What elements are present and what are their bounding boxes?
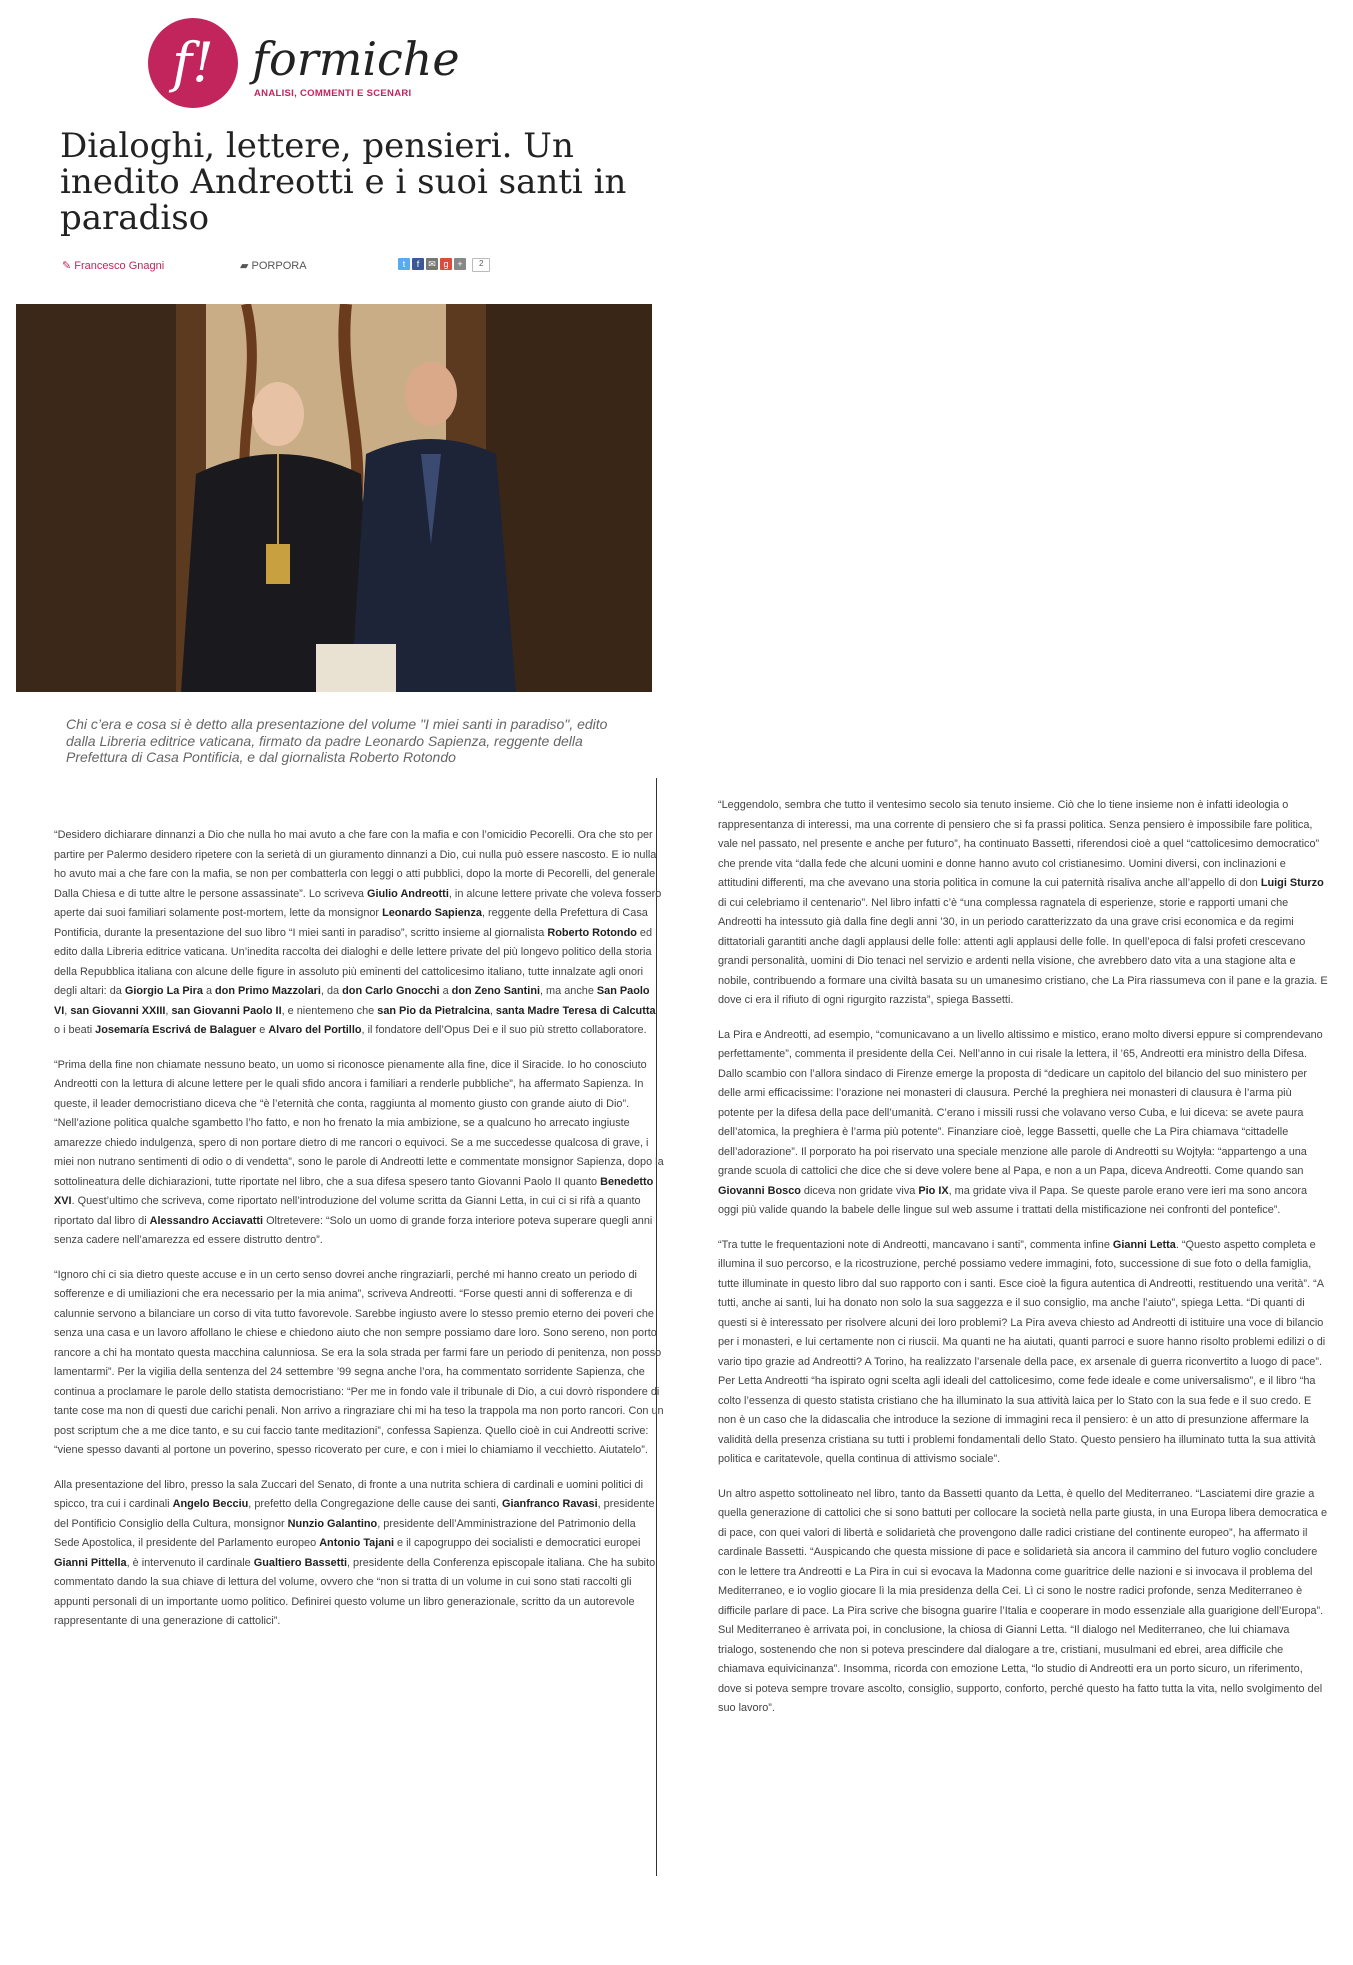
text-segment: , presidente della Conferenza episcopale italiana. Che ha subito commentato dando la sua chiave di lettura del volume, ovvero che “non si tratta di un volume in cui sono stati raccolti gli appunti personali di un importante uomo politico. Definirei questo volume un libro generazionale, scritto da un autorevole rappresentante di una generazione di cattolici”.: [54, 1556, 656, 1627]
bold-name: Gianni Pittella: [54, 1556, 127, 1569]
text-segment: “Prima della fine non chiamate nessuno beato, un uomo si riconosce pienamente alla fine, dice il Siracide. Io ho conosciuto Andreotti con la lettura di alcune lettere per le quali sfido ancora i familiari a renderle pubbliche”, ha affermato Sapienza. In queste, il leader democristiano diceva che “è l’eternità che conta, raggiunta al momento giusto con grande aiuto di Dio”. “Nell’azione politica qualche sgambetto l’ho fatto, e non ho frenato la mia ambizione, se a qualcuno ho arrecato ingiuste amarezze chiedo indulgenza, spero di non portare dietro di me rancori o equivoci. Se a me succedesse qualcosa di grave, i miei non nutrano sentimenti di odio o di vendetta”, sono le parole di Andreotti lette e commentate monsignor Sapienza, dopo la sottolineatura delle dichiarazioni, tutte riportate nel libro, che a sua difesa spesero tanto Giovanni Paolo II quanto: [54, 1058, 664, 1188]
bold-name: san Giovanni XXIII: [70, 1004, 166, 1017]
google-plus-icon[interactable]: g: [440, 258, 452, 270]
text-segment: , presidente dell’Amministrazione del Patrimonio della Sede Apostolica, il presidente del Parlamento europeo: [54, 1517, 636, 1549]
text-segment: a: [202, 985, 216, 997]
photo-illustration: [16, 304, 652, 692]
text-segment: . Quest’ultimo che scriveva, come riportato nell’introduzione del volume scritta da Gianni Letta, in cui ci si rifà a quanto riportato dal libro di: [54, 1195, 641, 1227]
more-icon[interactable]: +: [454, 258, 466, 270]
bold-name: Gianfranco Ravasi: [501, 1498, 598, 1510]
text-segment: , da: [320, 985, 343, 997]
text-segment: , il fondatore dell’Opus Dei e il suo più stretto collaboratore.: [361, 1024, 647, 1036]
text-segment: ,: [489, 1004, 496, 1017]
bold-name: Leonardo Sapienza: [382, 907, 482, 919]
text-segment: Alla presentazione del libro, presso la sala Zuccari del Senato, di fronte a una nutrita schiera di cardinali e uomini politici di spicco, tra cui i cardinali: [54, 1478, 644, 1510]
site-logo[interactable]: [148, 18, 460, 110]
bold-name: Pio IX: [918, 1184, 949, 1197]
text-segment: e il capogruppo dei socialisti e democratici europei: [394, 1537, 641, 1549]
share-count: 2: [472, 258, 490, 272]
bold-name: Giorgio La Pira: [124, 985, 203, 997]
text-segment: , reggente della Prefettura di Casa Pontificia, durante la presentazione del suo libro “I miei santi in paradiso”, scritto insieme al giornalista: [54, 907, 648, 939]
paragraph: [54, 826, 664, 1041]
text-segment: “Tra tutte le frequentazioni note di Andreotti, mancavano i santi”, commenta infine: [718, 1238, 1113, 1251]
bold-name: Nunzio Galantino: [287, 1517, 378, 1530]
bold-name: Benedetto XVI: [54, 1175, 654, 1207]
text-segment: La Pira e Andreotti, ad esempio, “comunicavano a un livello altissimo e mistico, erano molto diversi eppure si comprendevano perfettamente”, commenta il presidente della Cei. Nell’anno in cui risale la lettera, il ’65, Andreotti era ministro della Difesa. Dallo scambio con l’allora sindaco di Firenze emerge la proposta di “dedicare un capitolo del bilancio del suo ministero per delle armi efficacissime: l’orazione nei monasteri di clausura. Perché la preghiera nei monasteri di clausura è l’arma più potente per la difesa della pace dell’umanità. C’erano i missili russi che volavano verso Cuba, e lui diceva: se avete paura dell’atomica, la preghiera è l’arma più potente”. Finanziare cioè, legge Bassetti, quelle che La Pira chiamava “cittadelle dell’adorazione”. Il porporato ha poi riservato una speciale menzione alle parole di Andreotti su Wojtyła: “appartengo a una grande scuola di cattolici che dice che si deve volere bene al Papa, e non a un Papa, diceva Andreotti. Come quando san: [718, 1028, 1323, 1177]
text-segment: ,: [64, 1004, 71, 1017]
paragraph: [54, 1266, 664, 1461]
bold-name: Angelo Becciu: [172, 1498, 249, 1510]
photo-caption: Chi c’era e cosa si è detto alla presentazione del volume "I miei santi in paradiso", edito dalla Libreria editrice vaticana, firmato da padre Leonardo Sapienza, reggente della Prefettura di Casa Pontificia, e dal giornalista Roberto Rotondo: [66, 716, 608, 765]
bold-name: Alessandro Acciavatti: [149, 1214, 264, 1227]
text-segment: , ma anche: [540, 985, 597, 997]
paragraph: [718, 1026, 1328, 1221]
bold-name: Alvaro del Portillo: [268, 1024, 362, 1036]
facebook-icon[interactable]: f: [412, 258, 424, 270]
paragraph: [54, 1476, 664, 1632]
bold-name: san Giovanni Paolo II: [171, 1004, 282, 1017]
bold-name: don Zeno Santini: [451, 985, 540, 997]
bold-name: Giulio Andreotti: [366, 887, 449, 900]
pencil-icon: ✎: [62, 260, 72, 272]
text-segment: , presidente del Pontificio Consiglio della Cultura, monsignor: [54, 1498, 655, 1530]
bold-name: Giovanni Bosco: [718, 1184, 801, 1197]
text-segment: Oltretevere: “Solo un uomo di grande forza interiore poteva superare quegli anni senza cadere nell’amarezza ed essere distrutto dentro”.: [54, 1214, 653, 1246]
text-segment: , ma gridate viva il Papa. Se queste parole erano vere ieri ma sono ancora oggi più valide quando la babele delle lingue sul web assume i trattati della mistificazione nei confronti del pontefice”.: [718, 1184, 1308, 1216]
bold-name: Luigi Sturzo: [1260, 877, 1324, 889]
logo-wordmark: formiche: [252, 32, 460, 86]
article-title: Dialoghi, lettere, pensieri. Un inedito Andreotti e i suoi santi in paradiso: [60, 126, 627, 238]
text-segment: ,: [165, 1004, 172, 1017]
text-segment: “Ignoro chi ci sia dietro queste accuse e in un certo senso dovrei anche ringraziarli, perché mi hanno creato un periodo di sofferenze e di umiliazioni che era necessario per la mia anima”, scriveva Andreotti. “Forse questi anni di sofferenza e di calunnie servono a bilanciare un corso di vita tutto favorevole. Sarebbe ingiusto avere lo stesso premio eterno dei poveri che senza una casa e un lavoro affollano le chiese e chiedono aiuto che non sempre possiamo dare loro. Sono sereno, non porto rancore a chi ha montato questa macchina calunniosa. Se era la sola strada per farmi fare un periodo di penitenza, non posso lamentarmi”. Per la vigilia della sentenza del 24 settembre ’99 segna anche l’ora, ha commentato sorridente Sapienza, che continua a proclamare le parole dello statista democristiano: “Per me in fondo vale il tribunale di Dio, a cui dovrò rispondere di tante cose ma non di questi due carichi penali. Non arrivo a ringraziare chi mi ha teso la trappola ma non porto rancori. Con un post scriptum che a me dice tanto, e su cui faccio tante meditazioni”, confessa Sapienza. Quello cioè in cui Andreotti scrive: “viene spesso davanti al portone un poverino, spesso ricoverato per cure, e con i miei lo chiamiamo il vecchietto. Aiutatelo”.: [54, 1268, 664, 1456]
article-photo: [16, 304, 652, 692]
text-segment: o i beati: [54, 1024, 96, 1036]
text-segment: ed edito dalla Libreria editrice vaticana. Un’inedita raccolta dei dialoghi e delle lettere private del più longevo politico della storia della Repubblica italiana con alcune delle figure in assoluto più eminenti del cattolicesimo italiano, tutte innalzate agli onori degli altari: da: [54, 926, 653, 997]
text-segment: “Leggendolo, sembra che tutto il ventesimo secolo sia tenuto insieme. Ciò che lo tiene insieme non è infatti ideologia o rappresentanza di interessi, ma una corrente di pensiero che si fa prassi politica. Senza pensiero è impossibile fare politica, vale nel passato, nel presente e anche per futuro”, ha continuato Bassetti, riferendosi cioè a quel “cattolicesimo democratico” che prende vita “dalla fede che alcuni uomini e donne hanno avuto col cristianesimo. Uomini diversi, con inclinazioni e attitudini differenti, ma che avevano una storia politica in comune la cui paternità risaliva anche all’appello di don: [718, 799, 1320, 889]
text-segment: Un altro aspetto sottolineato nel libro, tanto da Bassetti quanto da Letta, è quello del Mediterraneo. “Lasciatemi dire grazie a quella generazione di cattolici che si sono battuti per collocare la società nella parte giusta, in una Europa libera democratica e di pace, con quei valori di libertà e solidarietà che provengono dalle radici cristiane del continente europeo”, ha affermato il cardinale Bassetti. “Auspicando che questa missione di pace e solidarietà sia ancora il cammino del futuro voglio concludere con le lettere tra Andreotti e La Pira in cui si evocava la Madonna come guaritrice delle nazioni e si invocava il problema del Mediterraneo, e io voglio giocare lì la mia presidenza della Cei. Lì ci sono le nostre radici profonde, senza Mediterraneo è difficile parlare di pace. La Pira scrive che bisogna guarire l’Italia e cooperare in modo essenziale alla guarigione dell’Europa”. Sul Mediterraneo è arrivata poi, in conclusione, la chiosa di Gianni Letta. “Il dialogo nel Mediterraneo, che lui chiamava trialogo, sostenendo che non si poteva prescindere dal dialogare a tre, cristiani, musulmani ed ebrei, area difficile che chiamava equivicinanza”. Insomma, ricorda con emozione Letta, “lo studio di Andreotti era un porto sicuro, un riferimento, dove si poteva sempre trovare ascolto, consiglio, supporto, conforto, perché questo ha fatto tutta la vita, nello svolgimento del suo lavoro”.: [718, 1487, 1328, 1714]
text-segment: di cui celebriamo il centenario”. Nel libro infatti c’è “una complessa ragnatela di esperienze, storie e rapporti umani che Andreotti ha intessuto già dalla fine degli anni ’30, in un periodo caratterizzato da una grave crisi economica e da regimi dittatoriali garantiti anche dagli applausi delle folle: attenti agli applausi delle folle. In quell’epoca di falsi profeti crescevano grandi personalità, uomini di Dio tenaci nel servizio e ardenti nella visione, che avrebbero dato vita a una stagione alta e nobile, contribuendo a formare una civiltà basata su un umanesimo cristiano, che La Pira riassumeva con il pane e la grazia. E dove ci era il rifiuto di ogni rigurgito razzista”, spiega Bassetti.: [718, 896, 1328, 1006]
bold-name: Gianni Letta: [1112, 1238, 1176, 1251]
text-segment: a: [439, 985, 452, 997]
paragraph: [54, 1056, 664, 1251]
paragraph: [718, 1236, 1328, 1470]
category-label: PORPORA: [251, 260, 307, 272]
text-segment: . “Questo aspetto completa e illumina il suo percorso, e la ricostruzione, perché possiamo vedere immagini, foto, successione di sue foto o della famiglia, tutte illuminate in questo libro dal suo rapporto con i santi. Esce cioè la figura autentica di Andreotti, restituendo una verità”. “A tutti, anche ai santi, lui ha donato non solo la sua saggezza e il suo consiglio, ma anche l’aiuto”, spiega Letta. “Di quanti di questi si è interessato per risolvere alcuni dei loro problemi? La Pira aveva chiesto ad Andreotti di istituire una voce di bilancio per i monasteri, e lui certamente non ci riuscii. Ma quanti ne ha aiutati, quanti parroci e suore hanno risolto problemi edilizi o di vario tipo grazie ad Andreotti? A Torino, ha realizzato l’arsenale della pace, ex arsenale di guerra riconvertito a luogo di pace”. Per Letta Andreotti “ha ispirato ogni scelta agli ideali del cattolicesimo, come fede ideale e come universalismo”, e il libro “ha colto l’essenza di questo statista cristiano che ha illuminato la sua attività laica per lo Stato con la sua fede e il suo credo. E non è un caso che la didascalia che introduce la sezione di immagini reca il pensiero: è un atto di presunzione affermare la validità della presenza cristiana su tutti i problemi fondamentali dello Stato. Questo pensiero ha illuminato tutta la sua attività politica e caritatevole, quella continua di attivismo sociale”.: [718, 1238, 1326, 1465]
text-segment: , prefetto della Congregazione delle cause dei santi,: [248, 1498, 502, 1510]
bold-name: San Paolo VI: [54, 985, 650, 1017]
email-icon[interactable]: ✉: [426, 258, 438, 270]
text-segment: e: [256, 1024, 269, 1036]
folder-icon: ▰: [240, 260, 249, 272]
text-segment: “Desidero dichiarare dinnanzi a Dio che nulla ho mai avuto a che fare con la mafia e con l’omicidio Pecorelli. Ora che sto per partire per Palermo desidero ripetere con la serietà di un giuramento dinnanzi a Dio, cui nulla può essere nascosto. E io nulla ho avuto mai a che fare con la mafia, se non per combatterla con leggi o atti pubblici, dopo la morte di Pecorelli, del generale Dalla Chiesa e di tutte altre le persone assassinate”. Lo scriveva: [54, 829, 657, 900]
author-name: Francesco Gnagni: [74, 260, 165, 272]
bold-name: Antonio Tajani: [319, 1537, 395, 1549]
bold-name: Josemaría Escrivá de Balaguer: [95, 1024, 257, 1036]
bold-name: Roberto Rotondo: [547, 926, 637, 939]
share-bar: [398, 258, 490, 271]
twitter-icon[interactable]: t: [398, 258, 410, 270]
article-body-right: [718, 796, 1328, 1734]
text-segment: diceva non gridate viva: [800, 1184, 919, 1197]
logo-mark: f!: [148, 18, 238, 108]
paragraph: [718, 796, 1328, 1011]
article-category[interactable]: [240, 259, 307, 272]
bold-name: Gualtiero Bassetti: [253, 1556, 347, 1569]
text-segment: , in alcune lettere private che voleva fossero aperte dai suoi familiari solamente post-mortem, lette da monsignor: [54, 887, 662, 919]
article-author[interactable]: [62, 259, 164, 272]
article-body-left: [54, 826, 664, 1647]
logo-tagline: ANALISI, COMMENTI E SCENARI: [254, 88, 412, 99]
bold-name: don Carlo Gnocchi: [342, 985, 440, 997]
text-segment: , è intervenuto il cardinale: [126, 1556, 254, 1569]
bold-name: santa Madre Teresa di Calcutta: [495, 1004, 656, 1017]
bold-name: san Pio da Pietralcina: [377, 1004, 490, 1017]
bold-name: don Primo Mazzolari: [215, 985, 321, 997]
paragraph: [718, 1485, 1328, 1719]
text-segment: , e nientemeno che: [281, 1004, 378, 1017]
